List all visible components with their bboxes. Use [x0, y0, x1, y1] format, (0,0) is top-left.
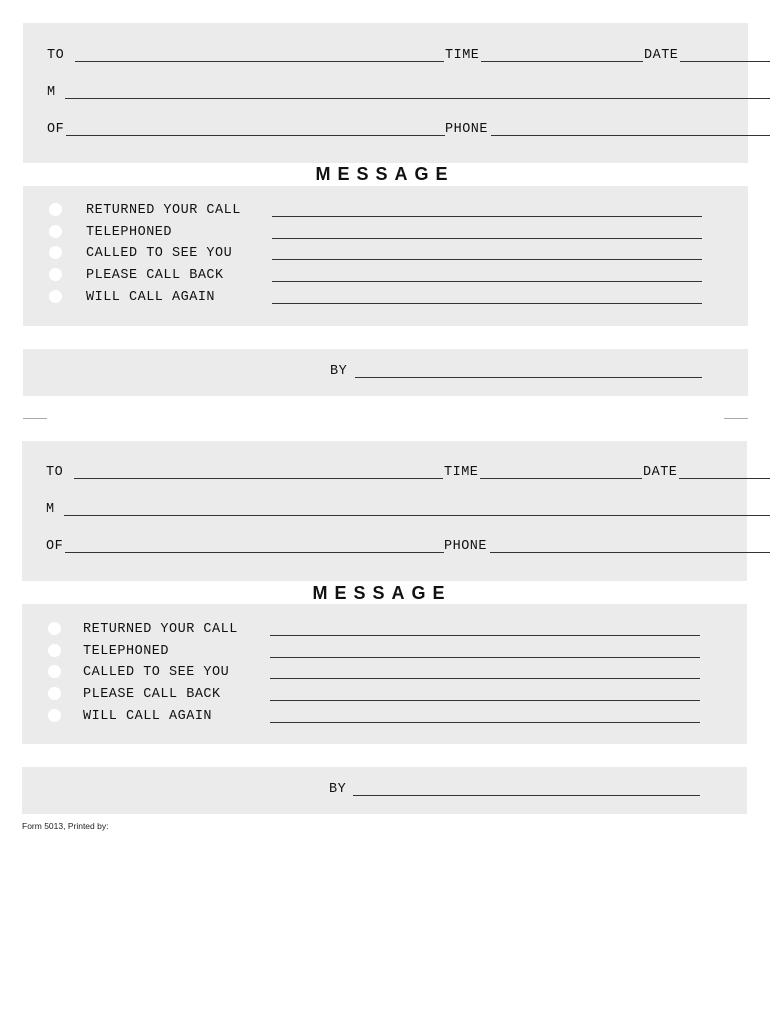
- cut-mark-left: [23, 418, 47, 419]
- cut-mark-right: [724, 418, 748, 419]
- option-note-line[interactable]: [272, 303, 702, 304]
- of-field[interactable]: [65, 552, 444, 553]
- option-called-to-see-you[interactable]: [23, 244, 748, 264]
- checkbox-circle[interactable]: [48, 665, 61, 678]
- option-note-line[interactable]: [272, 216, 702, 217]
- checkbox-circle[interactable]: [48, 622, 61, 635]
- option-telephoned[interactable]: [22, 642, 747, 662]
- of-field[interactable]: [66, 135, 445, 136]
- by-label: BY: [329, 782, 347, 797]
- to-label: TO: [47, 48, 65, 63]
- checkbox-circle[interactable]: [48, 644, 61, 657]
- option-note-line[interactable]: [270, 635, 700, 636]
- option-note-line[interactable]: [272, 281, 702, 282]
- option-called-to-see-you[interactable]: [22, 663, 747, 683]
- option-note-line[interactable]: [270, 657, 700, 658]
- header-panel: [22, 441, 747, 581]
- by-field[interactable]: [355, 377, 702, 378]
- option-label: TELEPHONED: [83, 644, 170, 659]
- of-label: OF: [47, 122, 65, 137]
- option-please-call-back[interactable]: [23, 266, 748, 286]
- option-note-line[interactable]: [272, 259, 702, 260]
- checkbox-circle[interactable]: [49, 203, 62, 216]
- option-note-line[interactable]: [270, 700, 700, 701]
- options-panel: [22, 604, 747, 744]
- time-label: TIME: [445, 48, 480, 63]
- to-field[interactable]: [75, 61, 444, 62]
- option-will-call-again[interactable]: [22, 707, 747, 727]
- header-panel: [23, 23, 748, 163]
- checkbox-circle[interactable]: [49, 290, 62, 303]
- m-label: M: [47, 85, 56, 100]
- option-returned-your-call[interactable]: [22, 620, 747, 640]
- option-label: PLEASE CALL BACK: [86, 268, 224, 283]
- phone-field[interactable]: [491, 135, 770, 136]
- by-field[interactable]: [353, 795, 700, 796]
- option-note-line[interactable]: [272, 238, 702, 239]
- by-panel: [23, 349, 748, 396]
- by-label: BY: [330, 364, 348, 379]
- to-field[interactable]: [74, 478, 443, 479]
- time-field[interactable]: [480, 478, 642, 479]
- option-note-line[interactable]: [270, 678, 700, 679]
- by-panel: [22, 767, 747, 814]
- date-field[interactable]: [679, 478, 770, 479]
- date-field[interactable]: [680, 61, 770, 62]
- time-label: TIME: [444, 465, 479, 480]
- time-field[interactable]: [481, 61, 643, 62]
- phone-label: PHONE: [444, 539, 488, 554]
- phone-label: PHONE: [445, 122, 489, 137]
- option-note-line[interactable]: [270, 722, 700, 723]
- option-label: WILL CALL AGAIN: [86, 290, 216, 305]
- option-returned-your-call[interactable]: [23, 201, 748, 221]
- option-label: RETURNED YOUR CALL: [83, 622, 238, 637]
- date-label: DATE: [644, 48, 679, 63]
- option-label: CALLED TO SEE YOU: [86, 246, 233, 261]
- option-label: TELEPHONED: [86, 225, 173, 240]
- checkbox-circle[interactable]: [48, 687, 61, 700]
- checkbox-circle[interactable]: [49, 246, 62, 259]
- option-will-call-again[interactable]: [23, 288, 748, 308]
- message-title: MESSAGE: [312, 583, 452, 603]
- date-label: DATE: [643, 465, 678, 480]
- option-label: RETURNED YOUR CALL: [86, 203, 241, 218]
- message-title: MESSAGE: [315, 164, 455, 184]
- options-panel: [23, 186, 748, 326]
- option-label: WILL CALL AGAIN: [83, 709, 213, 724]
- m-field[interactable]: [64, 515, 770, 516]
- option-please-call-back[interactable]: [22, 685, 747, 705]
- to-label: TO: [46, 465, 64, 480]
- option-telephoned[interactable]: [23, 223, 748, 243]
- m-label: M: [46, 502, 55, 517]
- of-label: OF: [46, 539, 64, 554]
- option-label: PLEASE CALL BACK: [83, 687, 221, 702]
- option-label: CALLED TO SEE YOU: [83, 665, 230, 680]
- m-field[interactable]: [65, 98, 770, 99]
- checkbox-circle[interactable]: [49, 225, 62, 238]
- checkbox-circle[interactable]: [48, 709, 61, 722]
- phone-field[interactable]: [490, 552, 770, 553]
- form-footer: Form 5013, Printed by:: [22, 821, 109, 831]
- checkbox-circle[interactable]: [49, 268, 62, 281]
